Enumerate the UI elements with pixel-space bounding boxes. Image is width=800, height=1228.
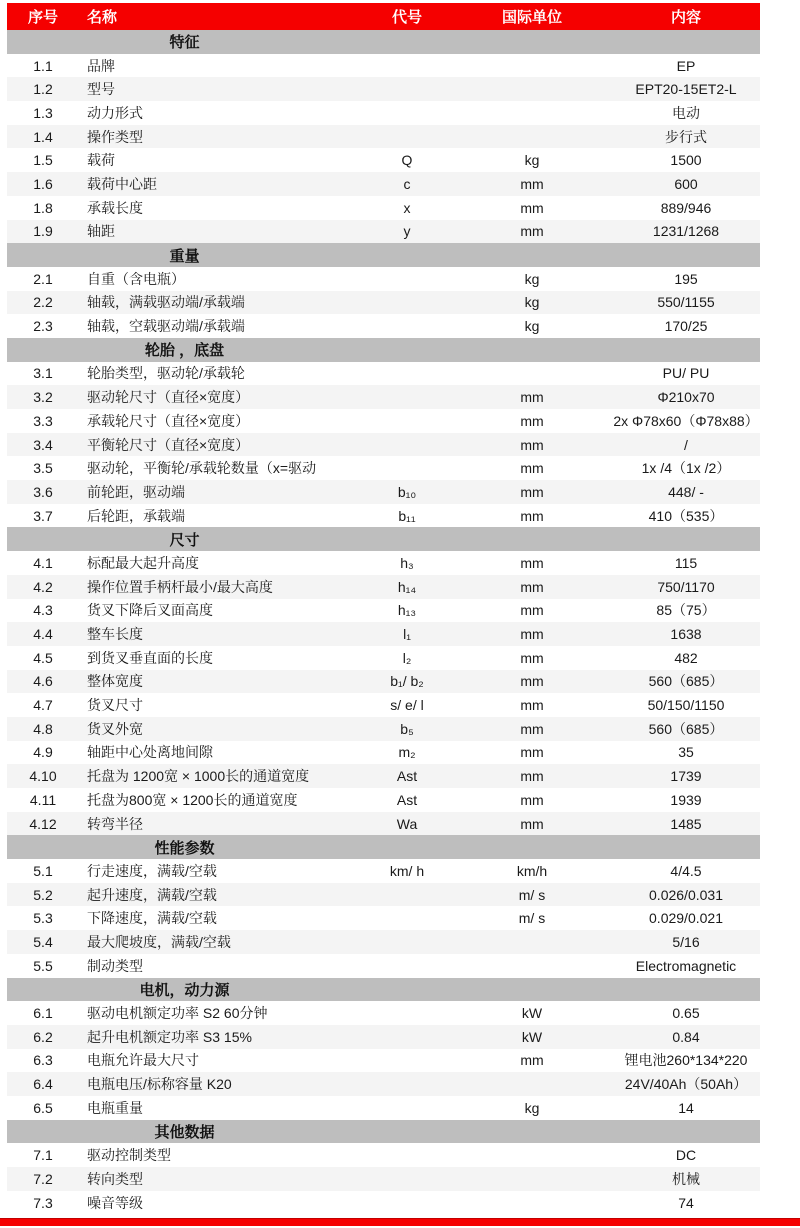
- row-code: Ast: [396, 768, 418, 785]
- row-unit: kg: [524, 152, 540, 169]
- row-number: 3.2: [33, 389, 53, 406]
- table-row: [7, 717, 760, 741]
- table-row: [7, 622, 760, 646]
- row-number: 7.1: [33, 1147, 53, 1164]
- row-unit: mm: [520, 1052, 544, 1069]
- row-code: y: [403, 223, 411, 240]
- row-number: 3.7: [33, 507, 53, 524]
- section-header: [7, 338, 760, 362]
- row-name: 载荷中心距: [87, 175, 157, 192]
- row-number: 4.10: [29, 768, 57, 785]
- row-unit: mm: [520, 697, 544, 714]
- row-value: /: [684, 436, 688, 453]
- row-value: 1231/1268: [652, 223, 720, 240]
- row-number: 6.2: [33, 1028, 53, 1045]
- table-row: [7, 291, 760, 315]
- row-value: 560（685）: [648, 673, 724, 690]
- row-number: 2.2: [33, 294, 53, 311]
- row-value: 2x Φ78x60（Φ78x88）: [613, 412, 759, 429]
- row-number: 1.8: [33, 199, 53, 216]
- row-value: 1739: [670, 768, 702, 785]
- row-value: 5/16: [672, 933, 700, 950]
- row-value: 0.65: [672, 1005, 700, 1022]
- table-row: [7, 456, 760, 480]
- row-code: b₁₀: [397, 483, 417, 500]
- row-number: 2.1: [33, 270, 53, 287]
- row-value: 1939: [670, 791, 702, 808]
- row-number: 4.9: [33, 744, 53, 761]
- spec-table: [7, 3, 760, 1214]
- row-number: 5.2: [33, 886, 53, 903]
- row-number: 1.3: [33, 104, 53, 121]
- table-row: [7, 172, 760, 196]
- row-value: 550/1155: [657, 294, 715, 311]
- row-name: 前轮距，驱动端: [87, 483, 185, 500]
- table-row: [7, 433, 760, 457]
- table-row: [7, 314, 760, 338]
- row-number: 3.3: [33, 412, 53, 429]
- row-value: 74: [678, 1194, 694, 1211]
- row-value: EP: [676, 57, 696, 74]
- row-name: 驱动电机额定功率 S2 60分钟: [87, 1005, 268, 1022]
- row-unit: kg: [524, 270, 540, 287]
- row-value: 482: [674, 649, 698, 666]
- row-value: 14: [678, 1099, 694, 1116]
- row-unit: mm: [520, 673, 544, 690]
- row-unit: mm: [520, 815, 544, 832]
- row-code: x: [403, 199, 411, 216]
- column-header-name: 名称: [87, 9, 118, 26]
- row-number: 6.3: [33, 1052, 53, 1069]
- row-unit: mm: [520, 175, 544, 192]
- row-code: h₁₃: [397, 602, 417, 619]
- row-name: 轴距: [87, 223, 115, 240]
- row-name: 轴距中心处离地间隙: [87, 744, 213, 761]
- row-number: 1.6: [33, 175, 53, 192]
- table-row: [7, 1049, 760, 1073]
- table-row: [7, 101, 760, 125]
- row-name: 品牌: [87, 57, 115, 74]
- table-row: [7, 1167, 760, 1191]
- table-row: [7, 1001, 760, 1025]
- row-value: 170/25: [664, 318, 708, 335]
- row-value: 1485: [670, 815, 702, 832]
- row-number: 7.2: [33, 1170, 53, 1187]
- row-number: 5.5: [33, 957, 53, 974]
- row-unit: kg: [524, 1099, 540, 1116]
- row-number: 1.1: [33, 57, 53, 74]
- row-name: 标配最大起升高度: [87, 554, 199, 571]
- table-row: [7, 693, 760, 717]
- row-name: 驱动控制类型: [87, 1147, 171, 1164]
- row-unit: mm: [520, 768, 544, 785]
- row-code: c: [403, 175, 411, 192]
- row-unit: mm: [520, 602, 544, 619]
- row-name: 动力形式: [87, 104, 143, 121]
- row-value: 0.84: [672, 1028, 700, 1045]
- table-row: [7, 670, 760, 694]
- row-name: 行走速度，满载/空载: [87, 862, 217, 879]
- table-row: [7, 551, 760, 575]
- row-name: 电瓶重量: [87, 1099, 143, 1116]
- row-number: 3.4: [33, 436, 53, 453]
- row-number: 5.3: [33, 910, 53, 927]
- row-value: DC: [675, 1147, 697, 1164]
- row-unit: mm: [520, 483, 544, 500]
- row-value: PU/ PU: [662, 365, 710, 382]
- table-row: [7, 788, 760, 812]
- row-value: 195: [674, 270, 698, 287]
- row-code: km/ h: [389, 862, 425, 879]
- section-title: 特征: [169, 34, 200, 52]
- section-header: [7, 835, 760, 859]
- row-number: 6.4: [33, 1076, 53, 1093]
- row-name: 自重（含电瓶）: [87, 270, 185, 287]
- row-name: 操作类型: [87, 128, 143, 145]
- table-header-row: [7, 3, 760, 30]
- table-row: [7, 646, 760, 670]
- table-row: [7, 883, 760, 907]
- row-number: 4.3: [33, 602, 53, 619]
- section-title: 性能参数: [154, 839, 215, 857]
- row-name: 电瓶允许最大尺寸: [87, 1052, 199, 1069]
- row-name: 转向类型: [87, 1170, 143, 1187]
- table-row: [7, 954, 760, 978]
- section-header: [7, 30, 760, 54]
- row-number: 4.11: [29, 791, 57, 808]
- section-title: 电机，动力源: [139, 981, 230, 999]
- table-row: [7, 906, 760, 930]
- section-header: [7, 243, 760, 267]
- row-name: 平衡轮尺寸（直径×宽度）: [87, 436, 250, 453]
- row-name: 承载轮尺寸（直径×宽度）: [87, 412, 250, 429]
- row-number: 6.1: [33, 1005, 53, 1022]
- row-name: 到货叉垂直面的长度: [87, 649, 213, 666]
- row-code: Wa: [396, 815, 418, 832]
- table-row: [7, 125, 760, 149]
- row-unit: mm: [520, 554, 544, 571]
- section-title: 尺寸: [169, 531, 200, 549]
- row-code: m₂: [398, 744, 416, 761]
- footer-accent-bar: [0, 1218, 800, 1226]
- row-value: 4/4.5: [670, 862, 702, 879]
- row-unit: mm: [520, 720, 544, 737]
- table-row: [7, 409, 760, 433]
- row-unit: kW: [521, 1028, 543, 1045]
- row-name: 制动类型: [87, 957, 143, 974]
- row-unit: mm: [520, 626, 544, 643]
- table-row: [7, 859, 760, 883]
- row-number: 1.4: [33, 128, 53, 145]
- table-row: [7, 764, 760, 788]
- row-unit: mm: [520, 578, 544, 595]
- table-row: [7, 930, 760, 954]
- table-row: [7, 196, 760, 220]
- table-row: [7, 812, 760, 836]
- row-value: 0.026/0.031: [649, 886, 723, 903]
- row-name: 最大爬坡度，满载/空载: [87, 933, 231, 950]
- row-value: 750/1170: [657, 578, 715, 595]
- row-unit: mm: [520, 649, 544, 666]
- table-row: [7, 1096, 760, 1120]
- row-unit: kg: [524, 294, 540, 311]
- row-name: 整车长度: [87, 626, 143, 643]
- row-unit: mm: [520, 436, 544, 453]
- column-header-no: 序号: [27, 9, 58, 26]
- table-row: [7, 267, 760, 291]
- table-body: [7, 30, 760, 1214]
- row-number: 1.2: [33, 81, 53, 98]
- table-row: [7, 385, 760, 409]
- table-row: [7, 504, 760, 528]
- row-name: 下降速度，满载/空载: [87, 910, 217, 927]
- row-name: 货叉下降后叉面高度: [87, 602, 213, 619]
- row-name: 起升电机额定功率 S3 15%: [87, 1028, 252, 1045]
- row-value: Electromagnetic: [635, 957, 737, 974]
- row-number: 4.7: [33, 697, 53, 714]
- table-row: [7, 54, 760, 78]
- row-number: 7.3: [33, 1194, 53, 1211]
- row-value: 889/946: [660, 199, 712, 216]
- row-unit: mm: [520, 389, 544, 406]
- row-value: 24V/40Ah（50Ah）: [624, 1076, 748, 1093]
- row-number: 5.1: [33, 862, 53, 879]
- row-code: l₂: [402, 649, 412, 666]
- row-value: 50/150/1150: [647, 697, 725, 714]
- row-unit: mm: [520, 744, 544, 761]
- row-value: 锂电池260*134*220: [624, 1052, 748, 1069]
- row-value: 1x /4（1x /2）: [641, 460, 731, 477]
- row-unit: mm: [520, 412, 544, 429]
- row-unit: km/h: [516, 862, 548, 879]
- row-name: 电瓶电压/标称容量 K20: [87, 1076, 232, 1093]
- table-row: [7, 148, 760, 172]
- row-name: 货叉尺寸: [87, 697, 143, 714]
- column-header-unit: 国际单位: [501, 9, 562, 26]
- row-code: l₁: [403, 626, 411, 643]
- row-name: 噪音等级: [87, 1194, 143, 1211]
- row-name: 驱动轮尺寸（直径×宽度）: [87, 389, 250, 406]
- row-number: 4.5: [33, 649, 53, 666]
- row-name: 轴载，空载驱动端/承载端: [87, 318, 245, 335]
- row-number: 3.6: [33, 483, 53, 500]
- row-unit: mm: [520, 223, 544, 240]
- row-value: 85（75）: [656, 602, 716, 619]
- row-name: 托盘为800宽 × 1200长的通道宽度: [87, 791, 298, 808]
- row-unit: mm: [520, 507, 544, 524]
- section-title: 重量: [169, 247, 200, 265]
- row-value: 35: [678, 744, 694, 761]
- row-code: s/ e/ l: [390, 697, 424, 714]
- row-name: 起升速度，满载/空载: [87, 886, 217, 903]
- row-code: h₃: [400, 554, 414, 571]
- row-name: 操作位置手柄杆最小/最大高度: [87, 578, 273, 595]
- row-name: 轮胎类型，驱动轮/承载轮: [87, 365, 245, 382]
- table-row: [7, 220, 760, 244]
- table-row: [7, 1072, 760, 1096]
- row-value: 1638: [670, 626, 702, 643]
- row-value: EPT20-15ET2-L: [635, 81, 737, 98]
- row-unit: mm: [520, 460, 544, 477]
- row-value: Φ210x70: [657, 389, 715, 406]
- row-value: 410（535）: [648, 507, 724, 524]
- row-code: Q: [401, 152, 413, 169]
- row-number: 4.8: [33, 720, 53, 737]
- row-value: 机械: [672, 1170, 700, 1187]
- row-number: 4.6: [33, 673, 53, 690]
- row-name: 型号: [87, 81, 115, 98]
- row-name: 驱动轮，平衡轮/承载轮数量（x=驱动: [87, 460, 317, 477]
- row-unit: mm: [520, 791, 544, 808]
- row-value: 600: [674, 175, 698, 192]
- row-code: b₅: [400, 720, 414, 737]
- row-unit: m/ s: [518, 910, 546, 927]
- table-row: [7, 741, 760, 765]
- row-number: 4.1: [33, 554, 53, 571]
- row-value: 448/ -: [668, 483, 704, 500]
- row-number: 2.3: [33, 318, 53, 335]
- row-value: 步行式: [665, 128, 707, 145]
- row-number: 4.4: [33, 626, 53, 643]
- row-name: 轴载，满载驱动端/承载端: [87, 294, 245, 311]
- row-name: 承载长度: [87, 199, 143, 216]
- row-name: 载荷: [87, 152, 115, 169]
- row-number: 3.5: [33, 460, 53, 477]
- row-name: 托盘为 1200宽 × 1000长的通道宽度: [87, 768, 310, 785]
- table-row: [7, 599, 760, 623]
- row-name: 整体宽度: [87, 673, 143, 690]
- table-row: [7, 77, 760, 101]
- row-code: h₁₄: [397, 578, 417, 595]
- row-number: 1.9: [33, 223, 53, 240]
- row-number: 4.2: [33, 578, 53, 595]
- table-row: [7, 575, 760, 599]
- row-code: b₁/ b₂: [390, 673, 424, 690]
- row-unit: mm: [520, 199, 544, 216]
- row-number: 3.1: [33, 365, 53, 382]
- row-number: 6.5: [33, 1099, 53, 1116]
- row-code: Ast: [396, 791, 418, 808]
- table-row: [7, 1191, 760, 1215]
- row-name: 后轮距，承载端: [87, 507, 185, 524]
- section-header: [7, 1120, 760, 1144]
- row-unit: kW: [521, 1005, 543, 1022]
- section-header: [7, 978, 760, 1002]
- row-value: 0.029/0.021: [649, 910, 723, 927]
- row-value: 1500: [670, 152, 702, 169]
- row-value: 115: [674, 554, 698, 571]
- column-header-code: 代号: [391, 9, 422, 26]
- table-row: [7, 362, 760, 386]
- table-row: [7, 1025, 760, 1049]
- section-title: 其他数据: [154, 1123, 215, 1141]
- section-title: 轮胎 ，底盘: [144, 342, 225, 360]
- section-header: [7, 527, 760, 551]
- row-unit: m/ s: [518, 886, 546, 903]
- row-number: 5.4: [33, 933, 53, 950]
- table-row: [7, 480, 760, 504]
- row-code: b₁₁: [398, 507, 416, 524]
- row-value: 电动: [672, 104, 700, 121]
- row-name: 转弯半径: [87, 815, 143, 832]
- table-row: [7, 1143, 760, 1167]
- row-unit: kg: [524, 318, 540, 335]
- row-number: 4.12: [29, 815, 57, 832]
- column-header-content: 内容: [670, 9, 701, 26]
- row-number: 1.5: [33, 152, 53, 169]
- row-name: 货叉外宽: [87, 720, 143, 737]
- row-value: 560（685）: [648, 720, 724, 737]
